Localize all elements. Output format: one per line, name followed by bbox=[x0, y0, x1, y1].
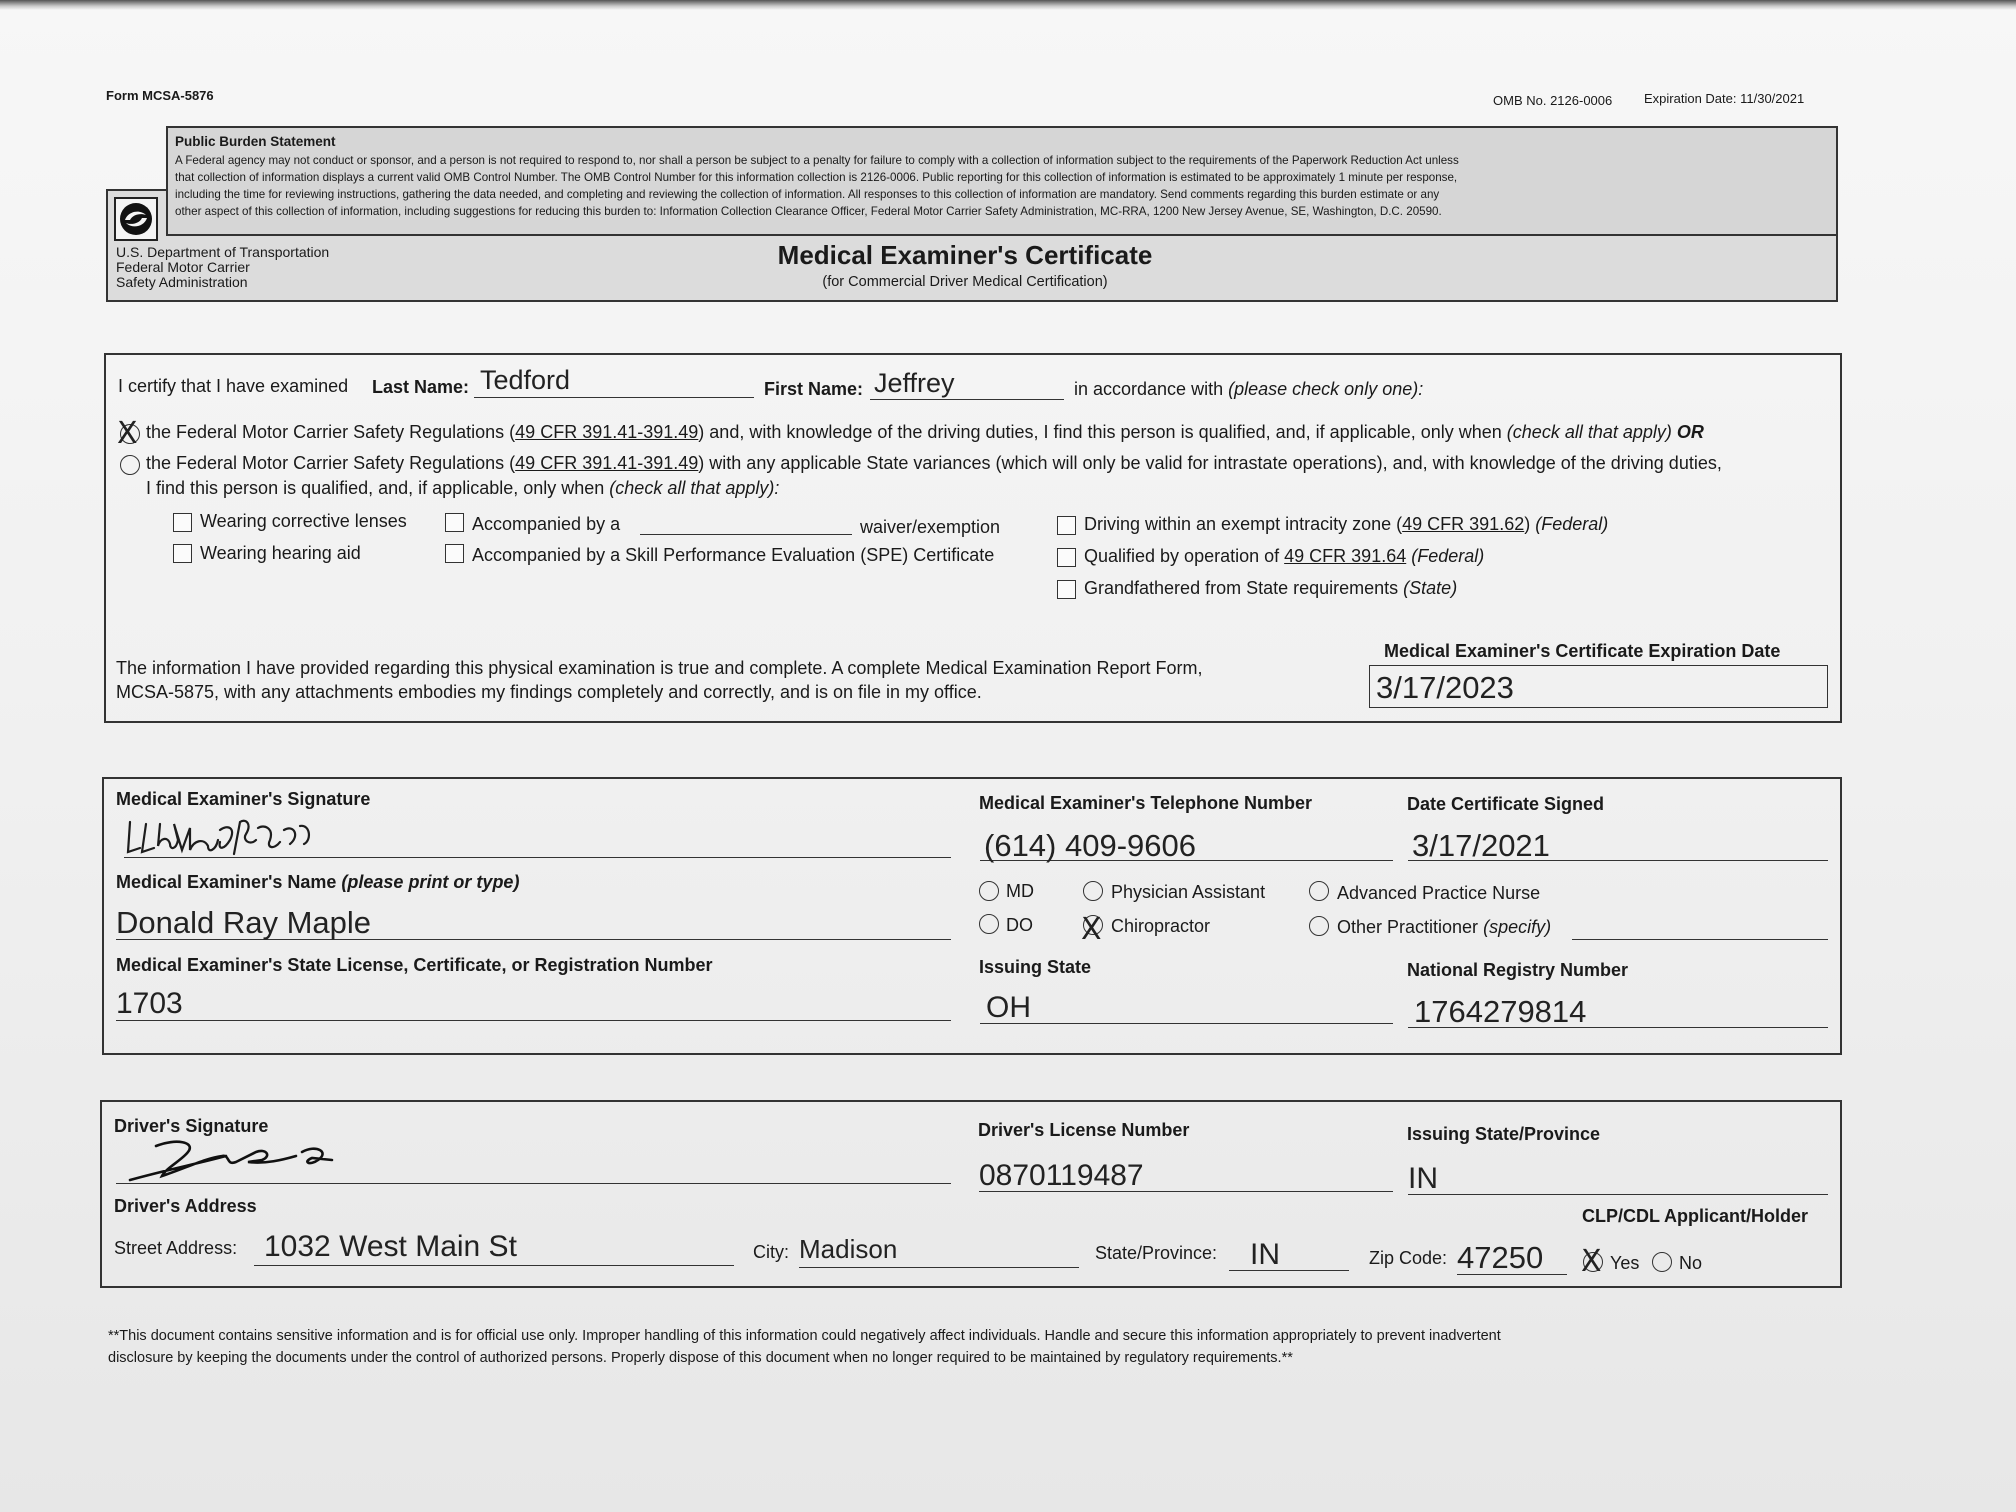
other-practitioner-radio[interactable] bbox=[1309, 916, 1329, 936]
pa-radio[interactable] bbox=[1083, 881, 1103, 901]
burden-line: including the time for reviewing instructions, gathering the data needed, and completing and reviewing the collection of information. All responses to this collection of information are mandatory. Send comments regarding this burden estimate or any bbox=[175, 188, 1440, 201]
other-practitioner-field[interactable] bbox=[1572, 939, 1828, 940]
md-radio[interactable] bbox=[979, 881, 999, 901]
burden-line: A Federal agency may not conduct or sponsor, and a person is not required to respond to, nor shall a person be subject to a penalty for failure to comply with a collection of information subject to the requirements of the Paperwork Reduction Act unless bbox=[175, 154, 1459, 167]
city-value[interactable]: Madison bbox=[799, 1234, 898, 1264]
zip-value[interactable]: 47250 bbox=[1457, 1240, 1544, 1275]
first-name-value[interactable]: Jeffrey bbox=[874, 368, 955, 398]
last-name-value[interactable]: Tedford bbox=[480, 365, 571, 395]
driver-signature-label: Driver's Signature bbox=[114, 1116, 269, 1136]
form-id: Form MCSA-5876 bbox=[106, 88, 214, 103]
state-province-value[interactable]: IN bbox=[1250, 1238, 1280, 1271]
lenses-label: Wearing corrective lenses bbox=[200, 511, 407, 531]
burden-line: that collection of information displays a current valid OMB Control Number. The OMB Control Number for this information collection is 2126-0006. Public reporting for this collection of information is estimated to be approximately 1 minute per response, bbox=[175, 171, 1458, 184]
date-signed-label: Date Certificate Signed bbox=[1407, 794, 1605, 814]
grandfathered-checkbox[interactable] bbox=[1057, 580, 1076, 599]
phone-label: Medical Examiner's Telephone Number bbox=[979, 793, 1313, 813]
driver-address-label: Driver's Address bbox=[114, 1196, 257, 1216]
option-state-radio[interactable] bbox=[120, 455, 140, 475]
examiner-signature[interactable] bbox=[124, 810, 354, 860]
form-subtitle: (for Commercial Driver Medical Certification) bbox=[822, 274, 1108, 290]
city-label: City: bbox=[753, 1242, 789, 1262]
md-label: MD bbox=[1006, 881, 1034, 901]
last-name-label: Last Name: bbox=[372, 377, 470, 397]
issuing-state-value[interactable]: OH bbox=[986, 991, 1031, 1024]
clp-no-label: No bbox=[1679, 1253, 1703, 1273]
waiver-checkbox[interactable] bbox=[445, 513, 464, 532]
clp-cdl-label: CLP/CDL Applicant/Holder bbox=[1582, 1206, 1809, 1226]
expiration-date-field[interactable] bbox=[1369, 665, 1828, 708]
license-label: Medical Examiner's State License, Certificate, or Registration Number bbox=[116, 955, 713, 975]
option-state-text-2: I find this person is qualified, and, if applicable, only when (check all that apply): bbox=[146, 478, 780, 498]
first-name-label: First Name: bbox=[764, 379, 864, 399]
waiver-field[interactable] bbox=[640, 534, 852, 535]
do-radio[interactable] bbox=[979, 914, 999, 934]
footer-notice: **This document contains sensitive information and is for official use only. Improper handling of this information could negatively affect individuals. Handle and secure this information appropriately to prevent inadvertent bbox=[108, 1328, 1501, 1344]
pa-label: Physician Assistant bbox=[1111, 882, 1266, 902]
page-edge-shadow bbox=[0, 0, 2016, 10]
burden-line: other aspect of this collection of information, including suggestions for reducing this burden to: Information Collection Clearance Officer, Federal Motor Carrier Safety Administration, MC-RRA, 1200 New Jersey Avenue, SE, Washington, D.C. 20590. bbox=[175, 205, 1442, 218]
do-label: DO bbox=[1006, 915, 1033, 935]
date-signed-value[interactable]: 3/17/2021 bbox=[1412, 828, 1550, 863]
examiner-signature-label: Medical Examiner's Signature bbox=[116, 789, 371, 809]
issuing-state-label: Issuing State bbox=[979, 957, 1092, 977]
statement-line: The information I have provided regarding this physical examination is true and complete. A complete Medical Examination Report Form, bbox=[116, 658, 1203, 678]
nrn-label: National Registry Number bbox=[1407, 960, 1629, 980]
dot-logo bbox=[114, 197, 158, 241]
dl-state-value[interactable]: IN bbox=[1408, 1162, 1438, 1195]
waiver-label: Accompanied by a bbox=[472, 514, 621, 534]
accordance-text: in accordance with (please check only one): bbox=[1074, 379, 1424, 399]
form-title: Medical Examiner's Certificate bbox=[777, 240, 1153, 270]
burden-statement-box bbox=[166, 126, 1838, 236]
intracity-zone-label: Driving within an exempt intracity zone (49 CFR 391.62) (Federal) bbox=[1084, 514, 1609, 534]
apn-label: Advanced Practice Nurse bbox=[1337, 883, 1541, 903]
clp-no-radio[interactable] bbox=[1652, 1252, 1672, 1272]
intracity-zone-checkbox[interactable] bbox=[1057, 516, 1076, 535]
statement-line: MCSA-5875, with any attachments embodies my findings completely and correctly, and is on file in my office. bbox=[116, 682, 982, 702]
grandfathered-label: Grandfathered from State requirements (State) bbox=[1084, 578, 1458, 598]
other-practitioner-label: Other Practitioner (specify) bbox=[1337, 917, 1552, 937]
street-value[interactable]: 1032 West Main St bbox=[264, 1230, 517, 1263]
spe-label: Accompanied by a Skill Performance Evaluation (SPE) Certificate bbox=[472, 545, 995, 565]
license-value[interactable]: 1703 bbox=[116, 987, 183, 1020]
state-province-label: State/Province: bbox=[1095, 1243, 1218, 1263]
operation-label: Qualified by operation of 49 CFR 391.64 (Federal) bbox=[1084, 546, 1485, 566]
chiropractor-checkmark: X bbox=[1081, 912, 1102, 947]
agency-line: Safety Administration bbox=[116, 274, 248, 290]
dl-number-label: Driver's License Number bbox=[978, 1120, 1190, 1140]
driver-signature[interactable] bbox=[126, 1134, 346, 1186]
option-state-text: the Federal Motor Carrier Safety Regulations (49 CFR 391.41-391.49) with any applicable State variances (which will only be valid for intrastate operations), and, with knowledge of the driving duties, bbox=[146, 453, 1722, 473]
dl-state-label: Issuing State/Province bbox=[1407, 1124, 1601, 1144]
option-federal-checkmark: X bbox=[117, 416, 138, 451]
dot-logo-icon bbox=[116, 199, 156, 239]
agency-line: Federal Motor Carrier bbox=[116, 259, 250, 275]
expiration-date-label: Medical Examiner's Certificate Expiration Date bbox=[1384, 641, 1781, 661]
burden-title: Public Burden Statement bbox=[175, 134, 336, 149]
form-expiration: Expiration Date: 11/30/2021 bbox=[1644, 91, 1805, 106]
lenses-checkbox[interactable] bbox=[173, 513, 192, 532]
dl-number-value[interactable]: 0870119487 bbox=[979, 1159, 1144, 1192]
examiner-name-label: Medical Examiner's Name (please print or type) bbox=[116, 872, 520, 892]
apn-radio[interactable] bbox=[1309, 881, 1329, 901]
phone-value[interactable]: (614) 409-9606 bbox=[984, 828, 1196, 863]
zip-label: Zip Code: bbox=[1369, 1248, 1448, 1268]
chiropractor-label: Chiropractor bbox=[1111, 916, 1211, 936]
certify-intro: I certify that I have examined bbox=[118, 376, 349, 396]
hearing-aid-checkbox[interactable] bbox=[173, 544, 192, 563]
street-label: Street Address: bbox=[114, 1238, 238, 1258]
omb-number: OMB No. 2126-0006 bbox=[1493, 93, 1613, 108]
spe-checkbox[interactable] bbox=[445, 544, 464, 563]
examiner-name-value[interactable]: Donald Ray Maple bbox=[116, 905, 372, 940]
expiration-date-value: 3/17/2023 bbox=[1376, 670, 1514, 705]
footer-notice: disclosure by keeping the documents under the control of authorized persons. Properly dispose of this document when no longer required to be maintained by regulatory requirements.** bbox=[108, 1350, 1293, 1366]
clp-yes-checkmark: X bbox=[1581, 1244, 1602, 1279]
hearing-aid-label: Wearing hearing aid bbox=[200, 543, 361, 563]
agency-line: U.S. Department of Transportation bbox=[116, 244, 330, 260]
clp-yes-label: Yes bbox=[1610, 1253, 1640, 1273]
operation-checkbox[interactable] bbox=[1057, 548, 1076, 567]
waiver-exemption-label: waiver/exemption bbox=[860, 517, 1001, 537]
option-federal-text: the Federal Motor Carrier Safety Regulations (49 CFR 391.41-391.49) and, with knowledge of the driving duties, I find this person is qualified, and, if applicable, only when (check all that apply) OR bbox=[146, 422, 1704, 442]
nrn-value[interactable]: 1764279814 bbox=[1414, 994, 1587, 1029]
